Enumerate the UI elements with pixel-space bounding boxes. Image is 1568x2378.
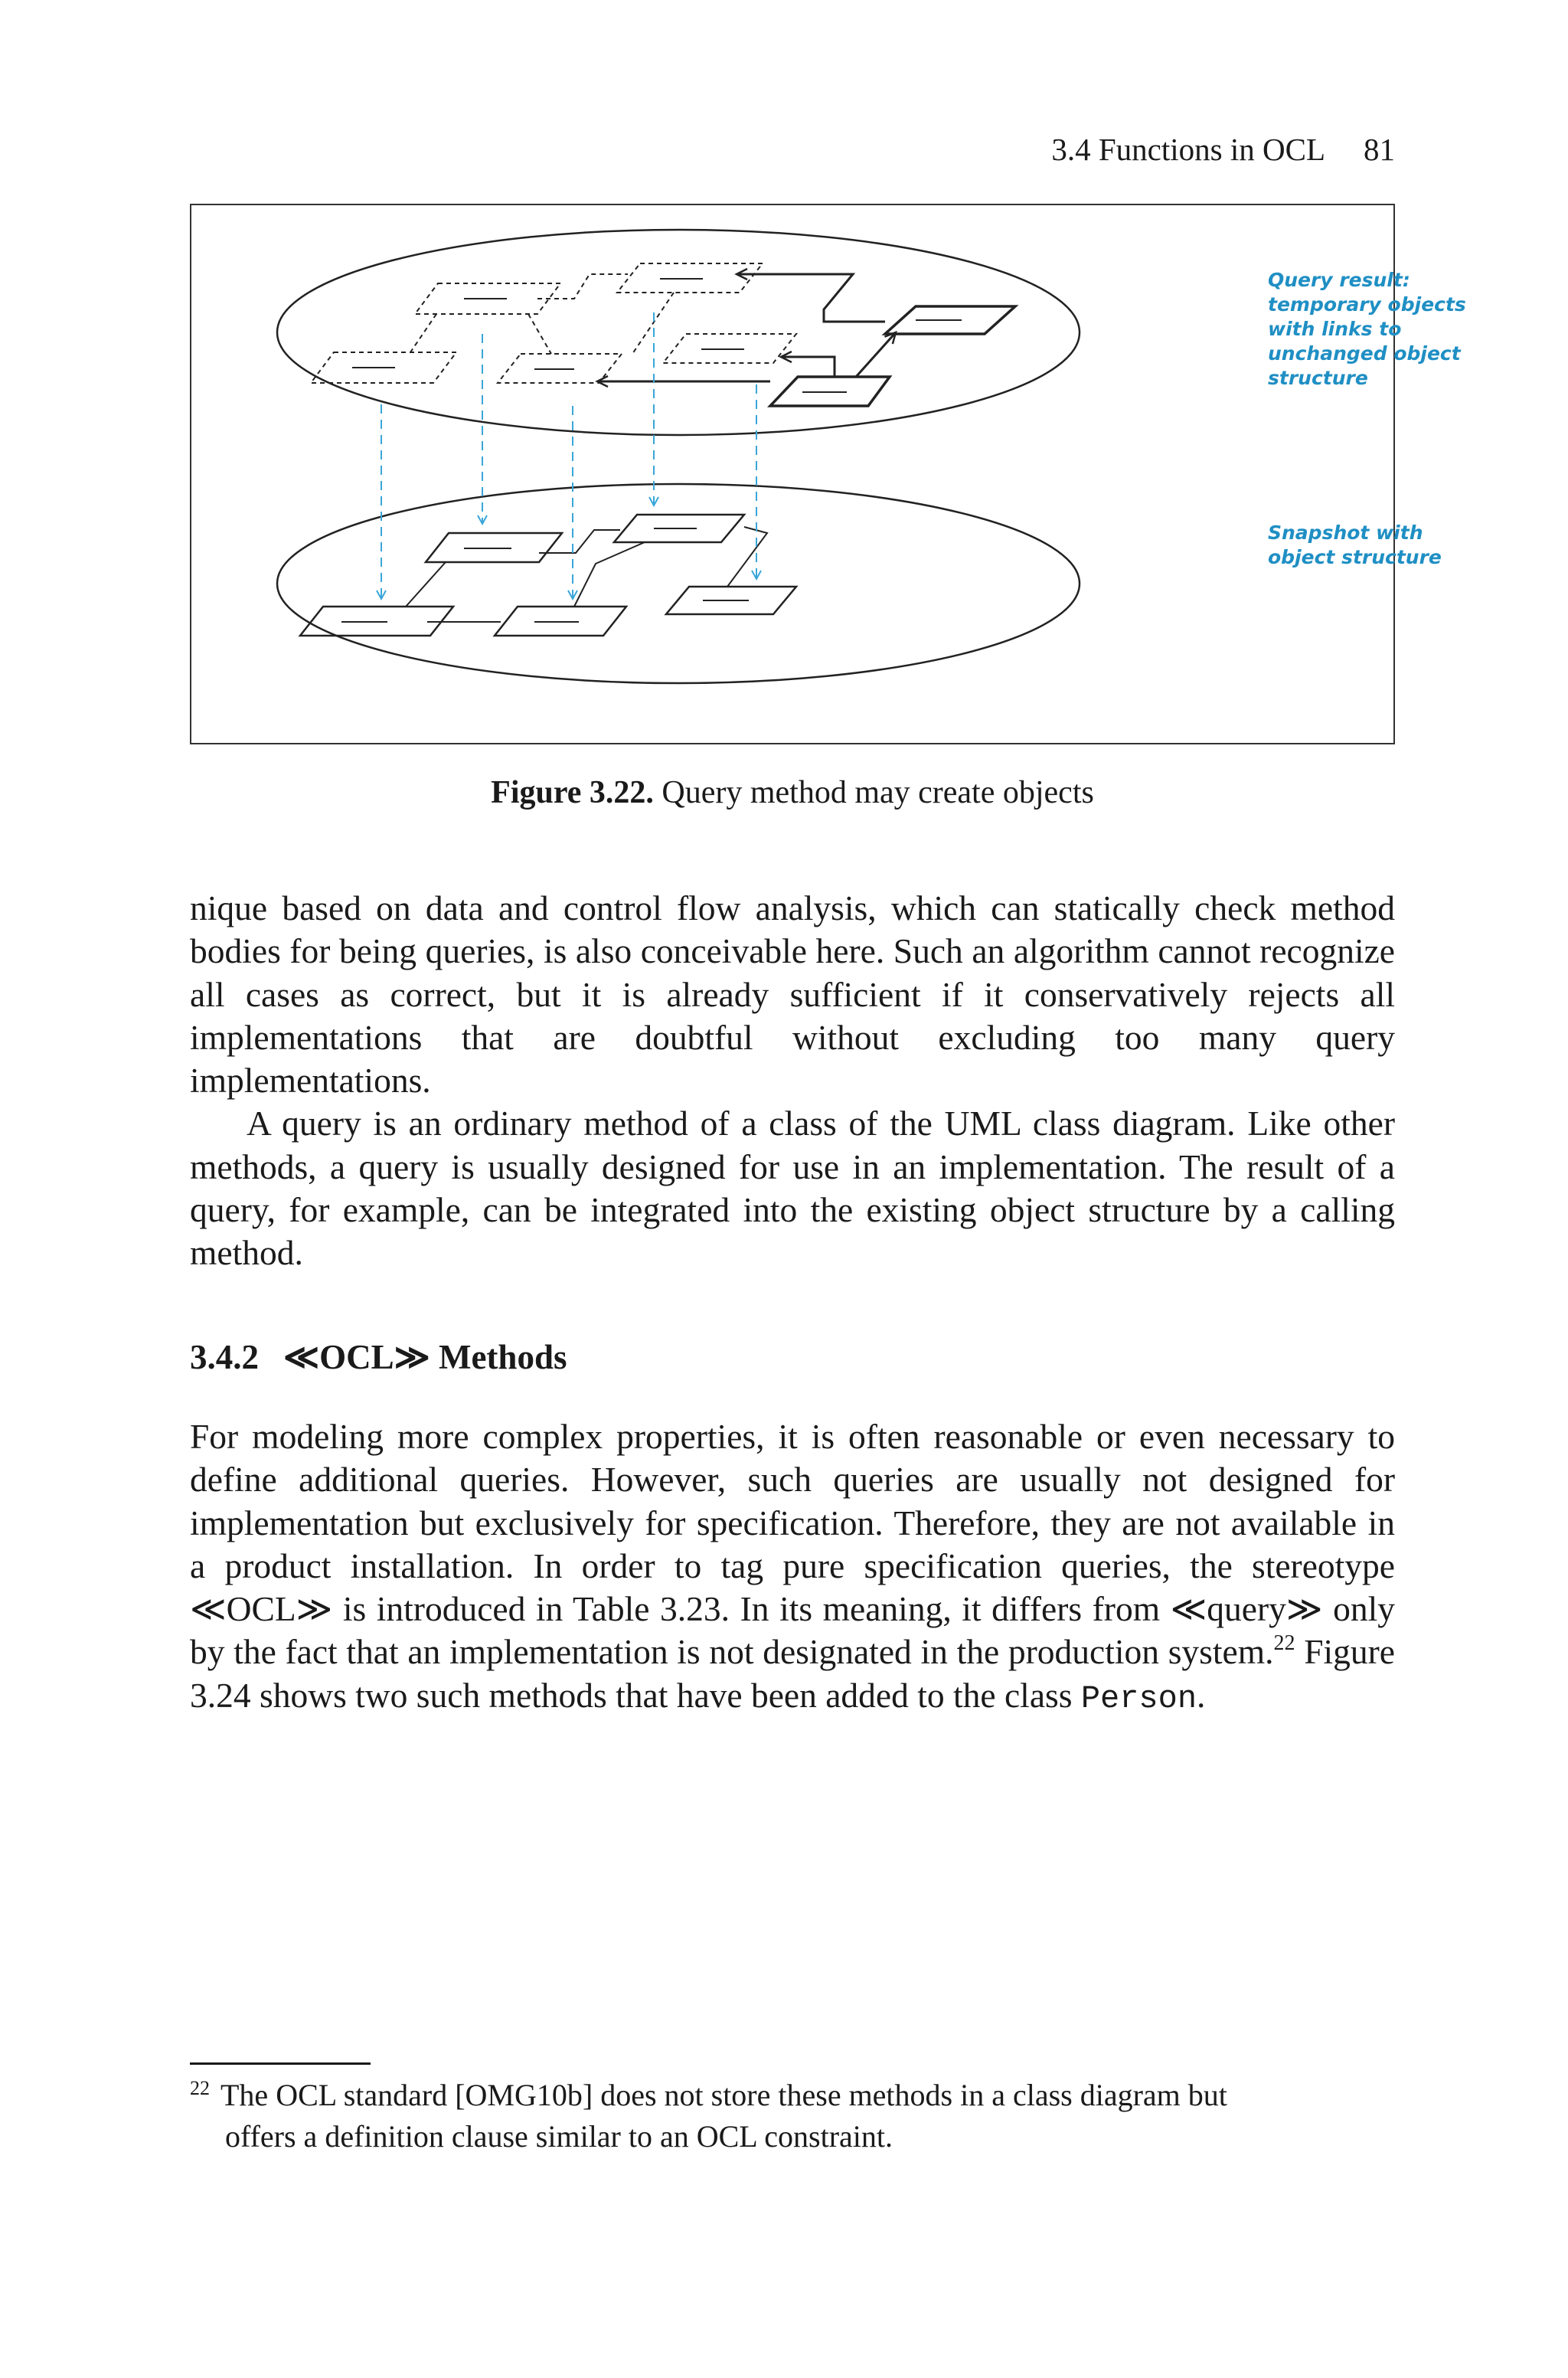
paragraph-3-text: For modeling more complex properties, it is often reasonable or even necessary to define additional queries. However, such queries are usually not designed for implementation but exclusively for specification. Therefore, they are not available in a product installation. In order to tag pure specification queries, the stereotype ≪OCL≫ is introduced in Table 3.23. In its meaning, it differs from ≪query≫ only by the fact that an implementation is not designated in the production system. (190, 1417, 1395, 1672)
paragraph-3-continued: Figure 3.24 shows two such methods that have been added to the class (190, 1632, 1395, 1715)
footnote-rule (190, 2062, 371, 2065)
running-head-section: 3.4 Functions in OCL (1051, 132, 1325, 167)
page-number: 81 (1364, 132, 1395, 167)
footnote-line-1: The OCL standard [OMG10b] does not store these methods in a class diagram but (220, 2078, 1227, 2112)
figure-3-22 (190, 204, 1466, 744)
running-head (965, 130, 1395, 168)
figure-caption (190, 772, 1395, 813)
mapping-arrows (381, 312, 756, 599)
temporary-objects (311, 263, 796, 383)
figure-diagram (191, 205, 1396, 746)
section-number: 3.4.2 (190, 1338, 259, 1376)
caption-number: Figure 3.22. (491, 775, 654, 810)
section-heading (190, 1336, 567, 1379)
body-text-top (190, 887, 1395, 1275)
caption-text: Query method may create objects (653, 775, 1094, 810)
code-person: Person (1080, 1680, 1197, 1717)
footnote-22 (190, 2068, 1395, 2157)
body-text-bottom (190, 1415, 1395, 1720)
snapshot-label: Snapshot with object structure (1268, 522, 1442, 568)
footnote-mark: 22 (190, 2077, 210, 2099)
snapshot-objects (300, 515, 796, 636)
paragraph-3 (190, 1415, 1395, 1720)
paragraph-2: A query is an ordinary method of a class of the UML class diagram. Like other methods, a query is usually designed for use in an implementation. The result of a query, for example, can be integrated into the existing object structure by a calling method. (190, 1104, 1395, 1273)
paragraph-3-end: . (1197, 1675, 1206, 1715)
section-title: ≪OCL≫ Methods (283, 1338, 567, 1376)
query-result-label: Query result: temporary objects with links to unchanged object structure (1268, 269, 1466, 389)
query-result-ellipse (277, 230, 1080, 435)
footnote-ref[interactable]: 22 (1273, 1631, 1295, 1656)
footnote-line-2: offers a definition clause similar to an OCL constraint. (225, 2119, 893, 2154)
paragraph-1: nique based on data and control flow analysis, which can statically check method bodies for being queries, is also conceivable here. Such an algorithm cannot recognize all cases as correct, but it is already sufficient if it conservatively rejects all implementations that are doubtful without excluding too many query implementations. (190, 888, 1395, 1101)
